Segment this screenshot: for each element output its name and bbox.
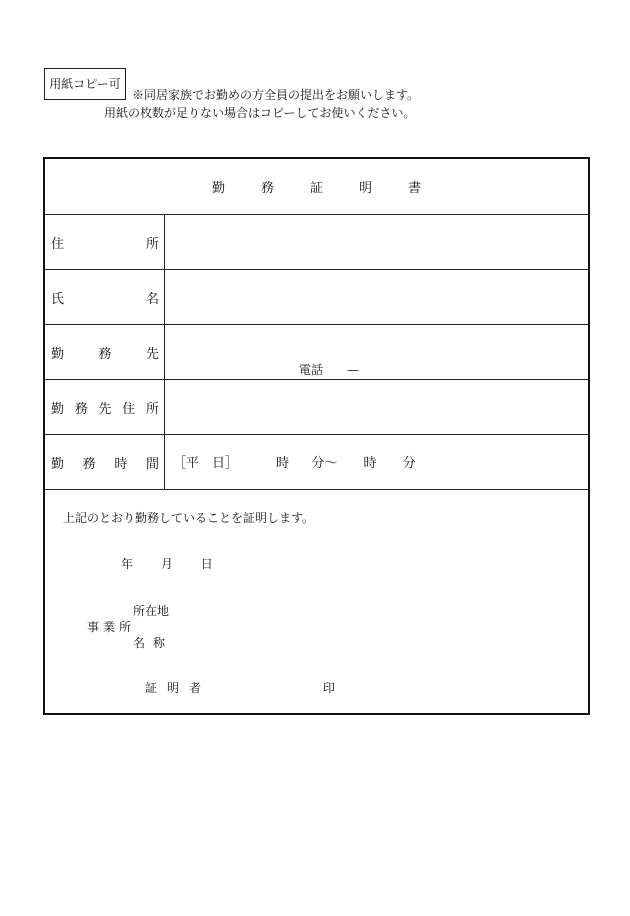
row-divider bbox=[45, 214, 588, 215]
start-hour-unit: 時 bbox=[276, 456, 290, 471]
address-label: 住 所 bbox=[51, 236, 159, 252]
row-divider bbox=[45, 434, 588, 435]
workplace-label: 勤 務 先 bbox=[51, 346, 159, 362]
title-char: 勤 bbox=[211, 181, 225, 196]
weekday-label: ［平 日］ bbox=[173, 456, 239, 471]
work-hours-field bbox=[173, 452, 416, 471]
certifier-label: 証 明 者 bbox=[145, 681, 202, 695]
label-column-divider bbox=[164, 214, 165, 489]
row-divider bbox=[45, 269, 588, 270]
month-unit: 月 bbox=[160, 557, 173, 571]
start-minute-unit: 分～ bbox=[311, 456, 338, 471]
workplace-address-label: 勤 務 先 住 所 bbox=[51, 401, 159, 417]
office-location-label: 所在地 bbox=[133, 604, 170, 618]
certification-statement: 上記のとおり勤務していることを証明します。 bbox=[63, 511, 315, 525]
copy-note: 用紙の枚数が足りない場合はコピーしてお使いください。 bbox=[104, 106, 416, 120]
title-char: 務 bbox=[260, 181, 274, 196]
form-title bbox=[45, 159, 588, 214]
title-char: 明 bbox=[359, 181, 373, 196]
phone-label: 電話 bbox=[299, 363, 324, 377]
row-divider bbox=[45, 324, 588, 325]
submission-note: ※同居家族でお勤めの方全員の提出をお願いします。 bbox=[132, 88, 420, 102]
title-char: 書 bbox=[408, 181, 422, 196]
end-minute-unit: 分 bbox=[402, 456, 416, 471]
year-unit: 年 bbox=[121, 557, 134, 571]
employment-certificate-form bbox=[43, 157, 590, 715]
phone-dash: — bbox=[347, 363, 360, 377]
title-char: 証 bbox=[309, 181, 323, 196]
day-unit: 日 bbox=[200, 557, 213, 571]
row-divider bbox=[45, 489, 588, 490]
office-label: 事 業 所 bbox=[87, 620, 132, 634]
date-line bbox=[121, 555, 213, 572]
end-hour-unit: 時 bbox=[363, 456, 377, 471]
seal-mark: 印 bbox=[323, 681, 336, 695]
row-divider bbox=[45, 379, 588, 380]
office-name-label: 名 称 bbox=[133, 636, 166, 650]
copy-allowed-badge: 用紙コピー可 bbox=[44, 68, 126, 100]
phone-field bbox=[299, 361, 359, 378]
name-label: 氏 名 bbox=[51, 291, 159, 307]
work-hours-label: 勤 務 時 間 bbox=[51, 456, 159, 472]
